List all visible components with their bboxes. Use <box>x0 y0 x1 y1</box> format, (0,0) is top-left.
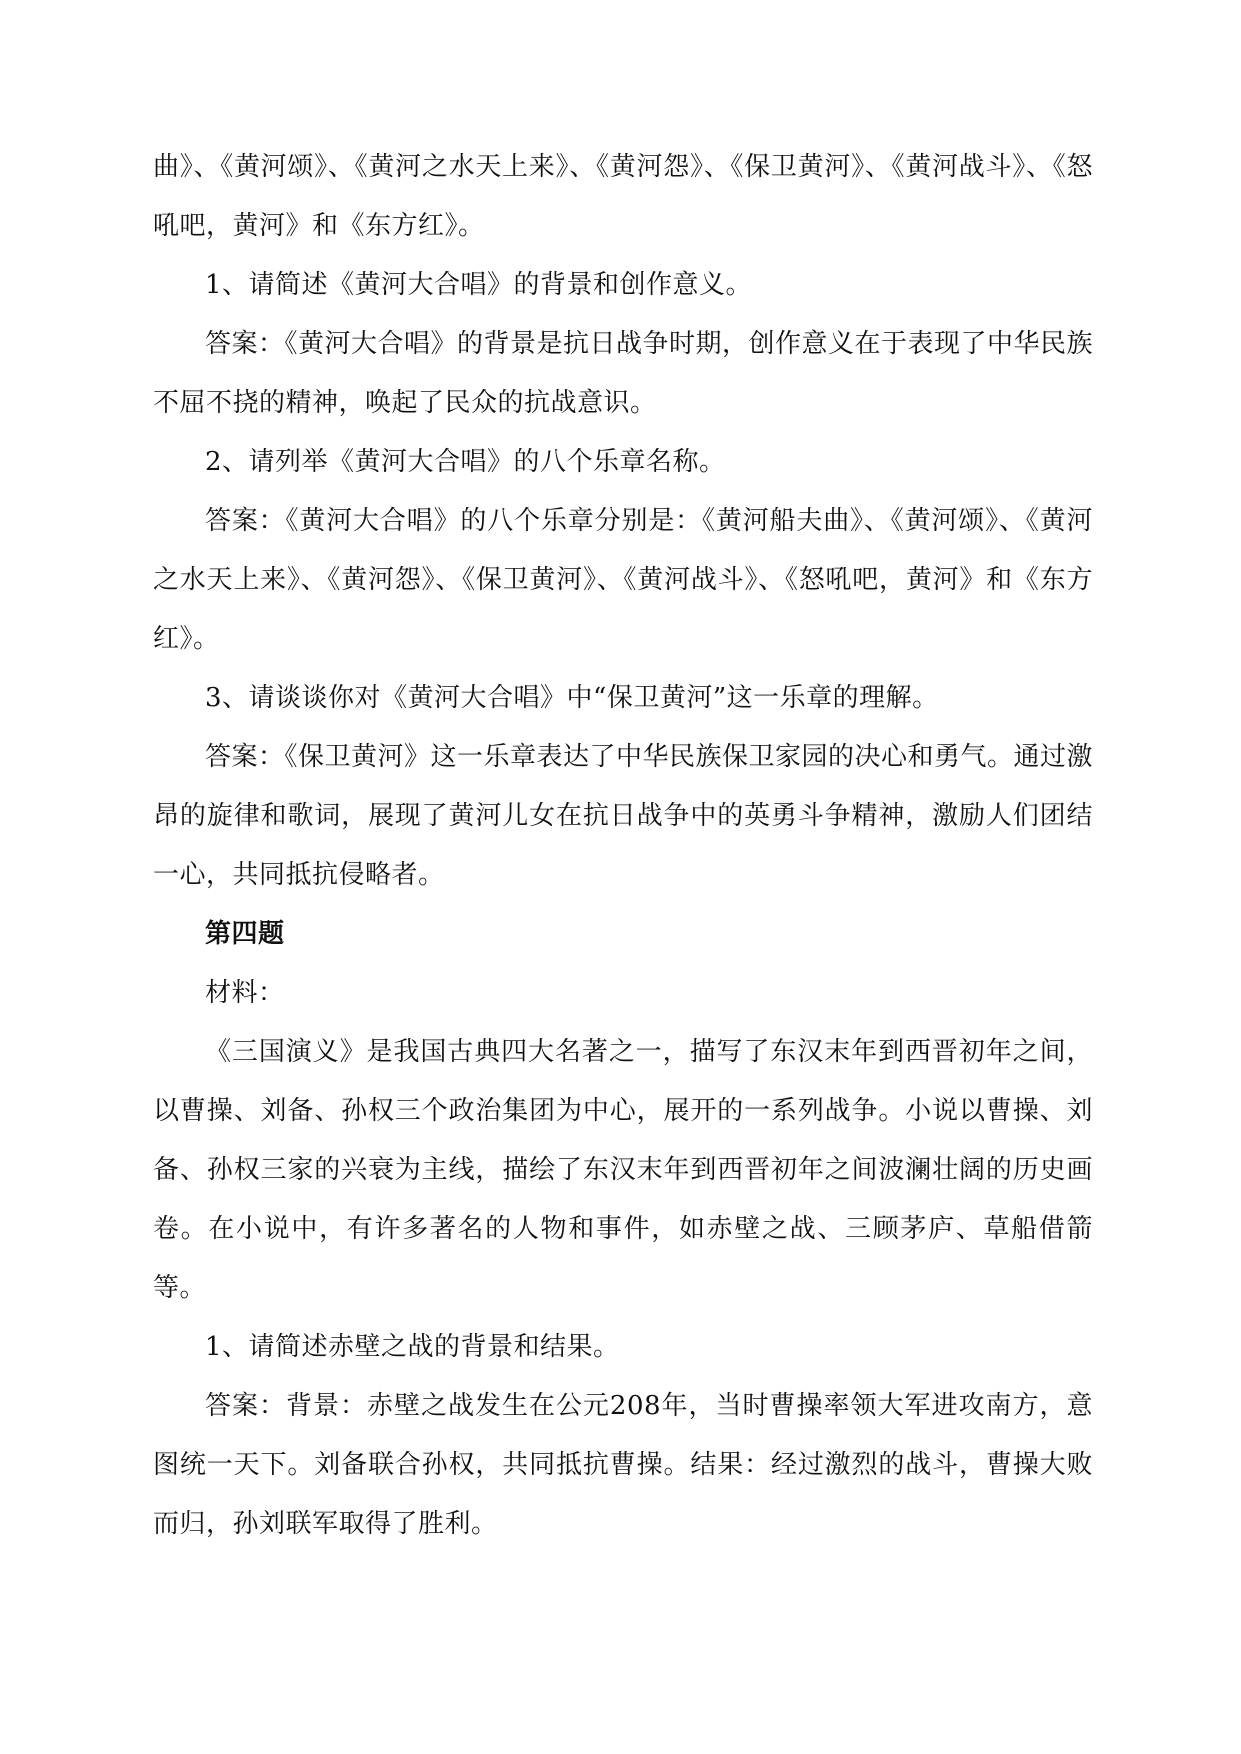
section-heading: 第四题 <box>205 919 285 949</box>
question-paragraph: 3、请谈谈你对《黄河大合唱》中“保卫黄河”这一乐章的理解。 <box>205 683 939 713</box>
answer-paragraph: 答案：《黄河大合唱》的背景是抗日战争时期，创作意义在于表现了中华民族不屈不挠的精神，唤起了民众的抗战意识。 <box>153 329 1094 418</box>
answer-paragraph: 答案：背景：赤壁之战发生在公元208年，当时曹操率领大军进攻南方，意图统一天下。刘备联合孙权，共同抵抗曹操。结果：经过激烈的战斗，曹操大败而归，孙刘联军取得了胜利。 <box>153 1391 1093 1539</box>
document-body <box>153 138 1093 1554</box>
question-paragraph: 1、请简述赤壁之战的背景和结果。 <box>205 1332 620 1362</box>
answer-paragraph: 答案：《黄河大合唱》的八个乐章分别是：《黄河船夫曲》、《黄河颂》、《黄河之水天上来》、《黄河怨》、《保卫黄河》、《黄河战斗》、《怒吼吧，黄河》和《东方红》。 <box>153 506 1093 654</box>
question-paragraph: 2、请列举《黄河大合唱》的八个乐章名称。 <box>205 447 726 477</box>
question-paragraph: 1、请简述《黄河大合唱》的背景和创作意义。 <box>205 270 753 300</box>
answer-paragraph: 答案：《保卫黄河》这一乐章表达了中华民族保卫家园的决心和勇气。通过激昂的旋律和歌词，展现了黄河儿女在抗日战争中的英勇斗争精神，激励人们团结一心，共同抵抗侵略者。 <box>153 742 1094 890</box>
paragraph: 曲》、《黄河颂》、《黄河之水天上来》、《黄河怨》、《保卫黄河》、《黄河战斗》、《怒吼吧，黄河》和《东方红》。 <box>153 152 1093 241</box>
material-paragraph: 《三国演义》是我国古典四大名著之一，描写了东汉末年到西晋初年之间，以曹操、刘备、孙权三个政治集团为中心，展开的一系列战争。小说以曹操、刘备、孙权三家的兴衰为主线，描绘了东汉末年到西晋初年之间波澜壮阔的历史画卷。在小说中，有许多著名的人物和事件，如赤壁之战、三顾茅庐、草船借箭等。 <box>153 1037 1093 1303</box>
material-label: 材料： <box>205 978 285 1008</box>
